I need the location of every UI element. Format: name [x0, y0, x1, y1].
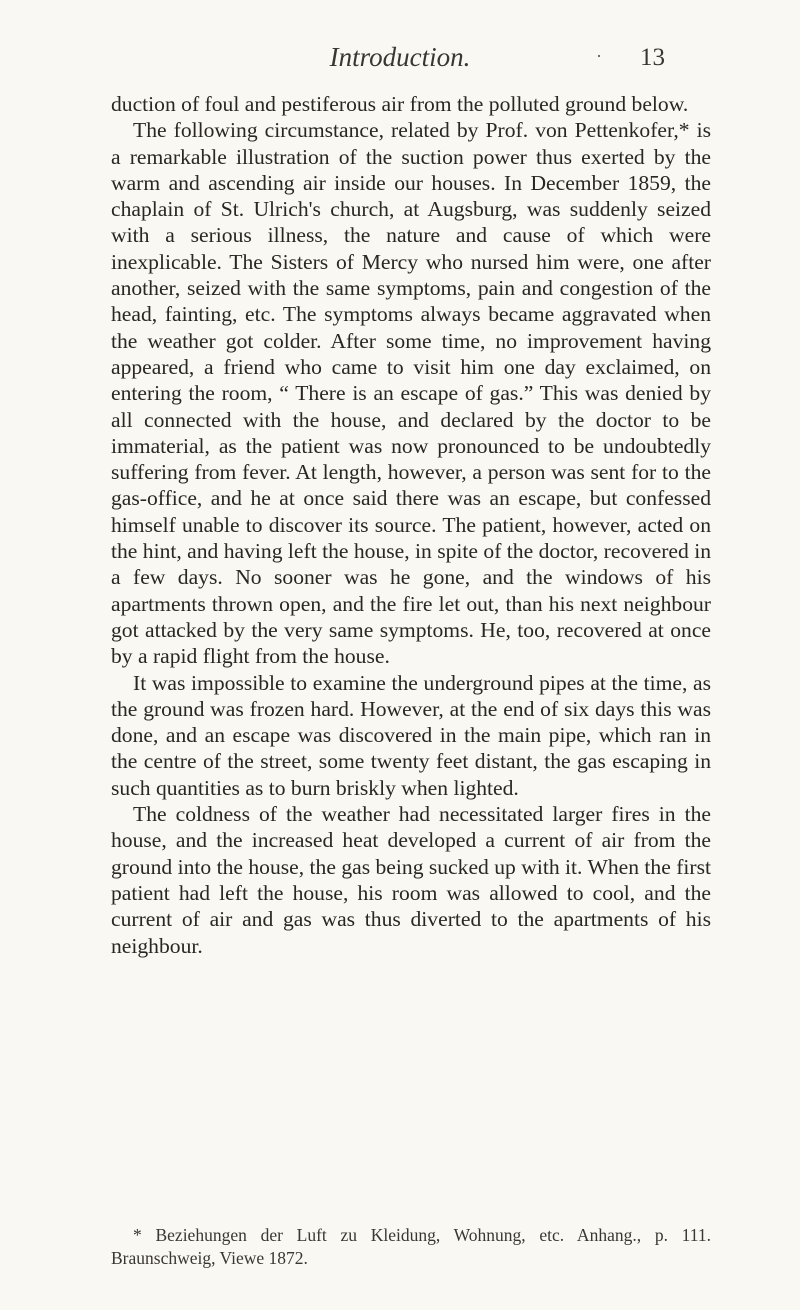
running-head: [0, 42, 800, 78]
running-title: Introduction.: [329, 42, 471, 72]
paragraph-pettenkofer: The following circumstance, related by Prof. von Pettenkofer,* is a remarkable illustration of the suction power thus exerted by the warm and ascending air inside our houses. In December 1859, the chaplain of St. Ulrich's church, at Augsburg, was suddenly seized with a serious illness, the nature and cause of which were inexplicable. The Sisters of Mercy who nursed him were, one after another, seized with the same symptoms, pain and congestion of the head, fainting, etc. The symptoms always became aggravated when the weather got colder. After some time, no improvement having appeared, a friend who came to visit him one day exclaimed, on entering the room, “ There is an escape of gas.” This was denied by all connected with the house, and declared by the doctor to be immaterial, as the patient was now pronounced to be undoubtedly suffering from fever. At length, however, a person was sent for to the gas-office, and he at once said there was an escape, but confessed himself unable to discover its source. The patient, however, acted on the hint, and having left the house, in spite of the doctor, recovered in a few days. No sooner was he gone, and the windows of his apartments thrown open, and the fire let out, than his next neighbour got attacked by the very same symptoms. He, too, recovered at once by a rapid flight from the house.: [111, 118, 711, 669]
paragraph-underground-pipes: It was impossible to examine the underground pipes at the time, as the ground was frozen hard. However, at the end of six days this was done, and an escape was discovered in the main pipe, which ran in the centre of the street, some twenty feet distant, the gas escaping in such quantities as to burn briskly when lighted.: [111, 670, 711, 800]
footnote-divider: [111, 1215, 711, 1216]
paragraph-coldness: The coldness of the weather had necessitated larger fires in the house, and the increased heat developed a current of air from the ground into the house, the gas being sucked up with it. When the first patient had left the house, his room was allowed to cool, and the current of air and gas was thus diverted to the apartments of his neighbour.: [111, 802, 711, 958]
page-number: 13: [640, 44, 665, 71]
footnote-text: * Beziehungen der Luft zu Kleidung, Wohnung, etc. Anhang., p. 111. Braunschweig, Viewe 1872.: [111, 1225, 711, 1268]
body-text: [111, 91, 711, 959]
paragraph-continuation: duction of foul and pestiferous air from the polluted ground below.: [111, 92, 689, 116]
footnote: [111, 1224, 711, 1270]
header-dot: ·: [596, 46, 602, 66]
